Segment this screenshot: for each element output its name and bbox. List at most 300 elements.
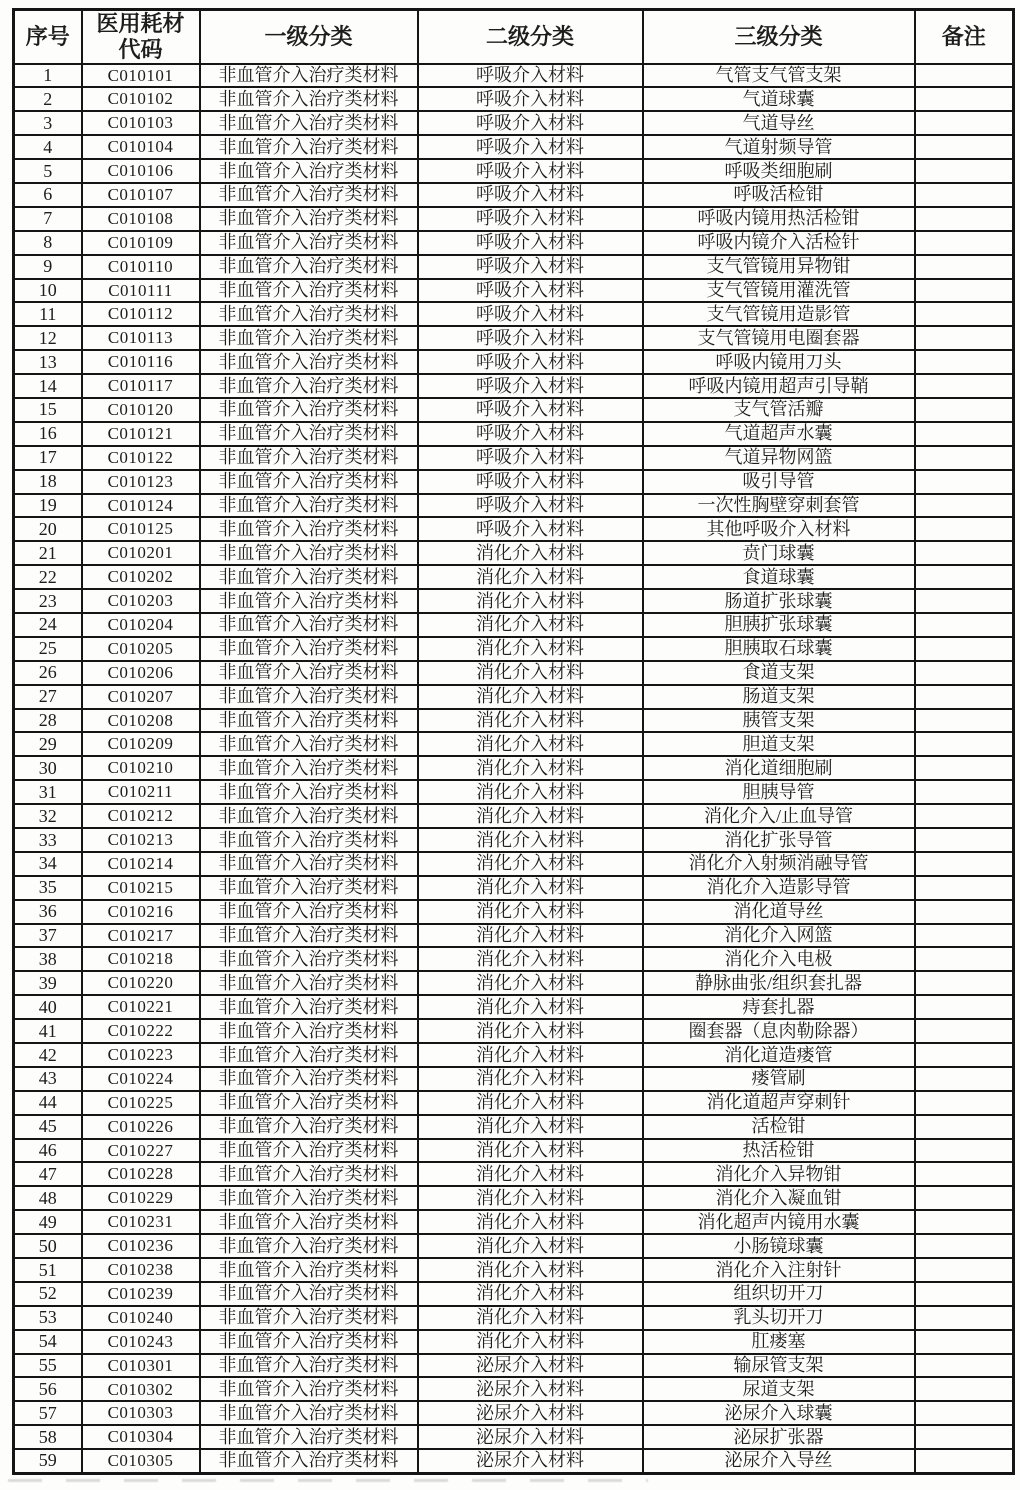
cell-level2: 消化介入材料 — [418, 732, 643, 756]
cell-level2: 泌尿介入材料 — [418, 1449, 643, 1473]
table-row — [14, 1043, 1014, 1067]
cell-index: 53 — [14, 1306, 82, 1330]
cell-remark — [915, 159, 1014, 183]
table-row — [14, 1162, 1014, 1186]
cell-remark — [915, 589, 1014, 613]
table-row — [14, 804, 1014, 828]
cell-level2: 消化介入材料 — [418, 947, 643, 971]
table-row — [14, 756, 1014, 780]
cell-level1: 非血管介入治疗类材料 — [200, 1210, 418, 1234]
cell-code: C010240 — [82, 1306, 200, 1330]
cell-level3: 输尿管支架 — [643, 1354, 915, 1378]
cell-level2: 消化介入材料 — [418, 1306, 643, 1330]
cell-level1: 非血管介入治疗类材料 — [200, 350, 418, 374]
cell-index: 12 — [14, 326, 82, 350]
table-row — [14, 732, 1014, 756]
cell-remark — [915, 231, 1014, 255]
table-row — [14, 995, 1014, 1019]
cell-code: C010120 — [82, 398, 200, 422]
cell-level1: 非血管介入治疗类材料 — [200, 422, 418, 446]
cell-code: C010116 — [82, 350, 200, 374]
table-row — [14, 1306, 1014, 1330]
table-row — [14, 87, 1014, 111]
cell-level2: 消化介入材料 — [418, 685, 643, 709]
cell-level3: 胆胰取石球囊 — [643, 637, 915, 661]
cell-level1: 非血管介入治疗类材料 — [200, 135, 418, 159]
table-row — [14, 1139, 1014, 1163]
table-row — [14, 1449, 1014, 1473]
cell-remark — [915, 207, 1014, 231]
table-row — [14, 1425, 1014, 1449]
cell-index: 2 — [14, 87, 82, 111]
cell-index: 55 — [14, 1354, 82, 1378]
cell-remark — [915, 1330, 1014, 1354]
table-row — [14, 183, 1014, 207]
table-row — [14, 231, 1014, 255]
cell-level3: 尿道支架 — [643, 1377, 915, 1401]
cell-level1: 非血管介入治疗类材料 — [200, 637, 418, 661]
cell-level2: 消化介入材料 — [418, 541, 643, 565]
cell-level3: 呼吸内镜用刀头 — [643, 350, 915, 374]
cell-level2: 呼吸介入材料 — [418, 183, 643, 207]
cell-level2: 消化介入材料 — [418, 661, 643, 685]
header-level1: 一级分类 — [200, 10, 418, 64]
table-row — [14, 207, 1014, 231]
table-row — [14, 494, 1014, 518]
cell-index: 56 — [14, 1377, 82, 1401]
cell-remark — [915, 1139, 1014, 1163]
cell-index: 36 — [14, 900, 82, 924]
cell-level2: 消化介入材料 — [418, 1186, 643, 1210]
cell-code: C010218 — [82, 947, 200, 971]
cell-remark — [915, 470, 1014, 494]
cell-remark — [915, 135, 1014, 159]
cell-level2: 消化介入材料 — [418, 1019, 643, 1043]
cell-level1: 非血管介入治疗类材料 — [200, 947, 418, 971]
cell-level2: 呼吸介入材料 — [418, 159, 643, 183]
cell-remark — [915, 661, 1014, 685]
cell-level2: 呼吸介入材料 — [418, 64, 643, 88]
cell-remark — [915, 326, 1014, 350]
table-row — [14, 302, 1014, 326]
cell-level1: 非血管介入治疗类材料 — [200, 1401, 418, 1425]
cell-level3: 消化超声内镜用水囊 — [643, 1210, 915, 1234]
cell-index: 16 — [14, 422, 82, 446]
cell-index: 21 — [14, 541, 82, 565]
cell-level1: 非血管介入治疗类材料 — [200, 876, 418, 900]
cell-remark — [915, 1067, 1014, 1091]
cell-level1: 非血管介入治疗类材料 — [200, 709, 418, 733]
cell-code: C010239 — [82, 1282, 200, 1306]
cell-level2: 消化介入材料 — [418, 804, 643, 828]
table-row — [14, 709, 1014, 733]
cell-level3: 食道球囊 — [643, 565, 915, 589]
cell-level3: 痔套扎器 — [643, 995, 915, 1019]
cell-level2: 消化介入材料 — [418, 709, 643, 733]
cell-level1: 非血管介入治疗类材料 — [200, 183, 418, 207]
cell-index: 41 — [14, 1019, 82, 1043]
cell-level2: 呼吸介入材料 — [418, 326, 643, 350]
cell-code: C010217 — [82, 924, 200, 948]
cell-code: C010203 — [82, 589, 200, 613]
table-row — [14, 1091, 1014, 1115]
cell-level1: 非血管介入治疗类材料 — [200, 780, 418, 804]
cell-remark — [915, 637, 1014, 661]
cell-index: 57 — [14, 1401, 82, 1425]
cell-remark — [915, 374, 1014, 398]
cell-remark — [915, 1186, 1014, 1210]
cell-level1: 非血管介入治疗类材料 — [200, 255, 418, 279]
cell-index: 31 — [14, 780, 82, 804]
cell-index: 34 — [14, 852, 82, 876]
cell-level3: 消化介入射频消融导管 — [643, 852, 915, 876]
cell-index: 44 — [14, 1091, 82, 1115]
cell-remark — [915, 1019, 1014, 1043]
cell-index: 1 — [14, 64, 82, 88]
cell-level2: 呼吸介入材料 — [418, 207, 643, 231]
cell-level1: 非血管介入治疗类材料 — [200, 1377, 418, 1401]
cell-level3: 肛瘘塞 — [643, 1330, 915, 1354]
cell-remark — [915, 398, 1014, 422]
cell-remark — [915, 350, 1014, 374]
cell-level1: 非血管介入治疗类材料 — [200, 279, 418, 303]
table-row — [14, 565, 1014, 589]
cell-level3: 气道异物网篮 — [643, 446, 915, 470]
cell-level2: 消化介入材料 — [418, 900, 643, 924]
cell-code: C010101 — [82, 64, 200, 88]
cell-index: 10 — [14, 279, 82, 303]
cell-level3: 支气管镜用电圈套器 — [643, 326, 915, 350]
cell-remark — [915, 183, 1014, 207]
cell-index: 39 — [14, 971, 82, 995]
cell-index: 30 — [14, 756, 82, 780]
cell-remark — [915, 804, 1014, 828]
cell-remark — [915, 1425, 1014, 1449]
cell-remark — [915, 1234, 1014, 1258]
table-row — [14, 398, 1014, 422]
cell-level3: 泌尿介入导丝 — [643, 1449, 915, 1473]
cell-index: 20 — [14, 517, 82, 541]
cell-index: 48 — [14, 1186, 82, 1210]
cell-level3: 支气管镜用异物钳 — [643, 255, 915, 279]
cell-level2: 消化介入材料 — [418, 589, 643, 613]
cell-index: 28 — [14, 709, 82, 733]
cell-level3: 支气管镜用灌洗管 — [643, 279, 915, 303]
cell-code: C010104 — [82, 135, 200, 159]
cell-remark — [915, 876, 1014, 900]
cell-level3: 肠道扩张球囊 — [643, 589, 915, 613]
cell-index: 11 — [14, 302, 82, 326]
cell-index: 22 — [14, 565, 82, 589]
cell-level2: 呼吸介入材料 — [418, 231, 643, 255]
cell-level1: 非血管介入治疗类材料 — [200, 732, 418, 756]
cell-level1: 非血管介入治疗类材料 — [200, 111, 418, 135]
cell-level2: 消化介入材料 — [418, 1210, 643, 1234]
cell-level2: 消化介入材料 — [418, 828, 643, 852]
cell-level1: 非血管介入治疗类材料 — [200, 541, 418, 565]
cell-level2: 消化介入材料 — [418, 565, 643, 589]
cell-level2: 呼吸介入材料 — [418, 470, 643, 494]
cell-level3: 一次性胸壁穿刺套管 — [643, 494, 915, 518]
cell-level1: 非血管介入治疗类材料 — [200, 804, 418, 828]
cell-code: C010124 — [82, 494, 200, 518]
cell-remark — [915, 1282, 1014, 1306]
cell-level2: 消化介入材料 — [418, 995, 643, 1019]
cell-level1: 非血管介入治疗类材料 — [200, 613, 418, 637]
table-row — [14, 159, 1014, 183]
cell-remark — [915, 541, 1014, 565]
cell-index: 43 — [14, 1067, 82, 1091]
cell-level3: 组织切开刀 — [643, 1282, 915, 1306]
cell-code: C010225 — [82, 1091, 200, 1115]
cell-index: 58 — [14, 1425, 82, 1449]
cell-index: 45 — [14, 1115, 82, 1139]
header-code: 医用耗材代码 — [82, 10, 200, 64]
cell-level3: 静脉曲张/组织套扎器 — [643, 971, 915, 995]
medical-consumables-classification-table — [12, 8, 1015, 1475]
cell-level3: 胆道支架 — [643, 732, 915, 756]
table-row — [14, 111, 1014, 135]
cell-level1: 非血管介入治疗类材料 — [200, 828, 418, 852]
cell-code: C010226 — [82, 1115, 200, 1139]
cell-level1: 非血管介入治疗类材料 — [200, 1162, 418, 1186]
table-row — [14, 422, 1014, 446]
cell-level1: 非血管介入治疗类材料 — [200, 1019, 418, 1043]
cell-remark — [915, 565, 1014, 589]
cell-remark — [915, 1091, 1014, 1115]
cell-code: C010121 — [82, 422, 200, 446]
cell-remark — [915, 422, 1014, 446]
cell-code: C010303 — [82, 1401, 200, 1425]
cell-code: C010213 — [82, 828, 200, 852]
cell-code: C010214 — [82, 852, 200, 876]
cell-remark — [915, 517, 1014, 541]
cell-level1: 非血管介入治疗类材料 — [200, 494, 418, 518]
cell-index: 4 — [14, 135, 82, 159]
cell-level1: 非血管介入治疗类材料 — [200, 64, 418, 88]
cell-index: 46 — [14, 1139, 82, 1163]
cell-remark — [915, 828, 1014, 852]
cell-level3: 气道射频导管 — [643, 135, 915, 159]
table-row — [14, 326, 1014, 350]
cell-level2: 呼吸介入材料 — [418, 279, 643, 303]
cell-level2: 消化介入材料 — [418, 1115, 643, 1139]
cell-level1: 非血管介入治疗类材料 — [200, 589, 418, 613]
cell-level1: 非血管介入治疗类材料 — [200, 924, 418, 948]
cell-level3: 消化道造瘘管 — [643, 1043, 915, 1067]
cell-index: 26 — [14, 661, 82, 685]
cell-remark — [915, 87, 1014, 111]
table-row — [14, 780, 1014, 804]
cell-code: C010228 — [82, 1162, 200, 1186]
cell-code: C010207 — [82, 685, 200, 709]
cell-level1: 非血管介入治疗类材料 — [200, 517, 418, 541]
cell-code: C010106 — [82, 159, 200, 183]
table-row — [14, 661, 1014, 685]
cell-code: C010221 — [82, 995, 200, 1019]
cell-index: 49 — [14, 1210, 82, 1234]
cell-level1: 非血管介入治疗类材料 — [200, 685, 418, 709]
cell-code: C010212 — [82, 804, 200, 828]
table-row — [14, 470, 1014, 494]
cell-level3: 胰管支架 — [643, 709, 915, 733]
table-row — [14, 517, 1014, 541]
cell-level3: 肠道支架 — [643, 685, 915, 709]
cell-index: 5 — [14, 159, 82, 183]
cell-code: C010204 — [82, 613, 200, 637]
table-row — [14, 1330, 1014, 1354]
cell-code: C010215 — [82, 876, 200, 900]
cell-code: C010301 — [82, 1354, 200, 1378]
cell-remark — [915, 1401, 1014, 1425]
table-row — [14, 1258, 1014, 1282]
cell-level3: 呼吸活检钳 — [643, 183, 915, 207]
cell-index: 23 — [14, 589, 82, 613]
cell-level3: 圈套器（息肉勒除器） — [643, 1019, 915, 1043]
cell-remark — [915, 780, 1014, 804]
cell-code: C010305 — [82, 1449, 200, 1473]
table-row — [14, 135, 1014, 159]
cell-level3: 消化介入网篮 — [643, 924, 915, 948]
table-body — [14, 64, 1014, 1474]
cell-index: 33 — [14, 828, 82, 852]
cell-level2: 消化介入材料 — [418, 924, 643, 948]
cell-code: C010216 — [82, 900, 200, 924]
cell-code: C010108 — [82, 207, 200, 231]
cell-level2: 消化介入材料 — [418, 876, 643, 900]
cell-level1: 非血管介入治疗类材料 — [200, 1330, 418, 1354]
cell-level1: 非血管介入治疗类材料 — [200, 1306, 418, 1330]
cell-code: C010229 — [82, 1186, 200, 1210]
cell-remark — [915, 1115, 1014, 1139]
cell-remark — [915, 852, 1014, 876]
cell-level3: 支气管镜用造影管 — [643, 302, 915, 326]
cell-level3: 瘘管刷 — [643, 1067, 915, 1091]
cell-index: 13 — [14, 350, 82, 374]
cell-code: C010206 — [82, 661, 200, 685]
cell-index: 3 — [14, 111, 82, 135]
cell-level2: 呼吸介入材料 — [418, 302, 643, 326]
cell-level1: 非血管介入治疗类材料 — [200, 159, 418, 183]
cell-remark — [915, 1043, 1014, 1067]
table-row — [14, 971, 1014, 995]
cell-level2: 消化介入材料 — [418, 1162, 643, 1186]
cell-remark — [915, 279, 1014, 303]
cell-index: 37 — [14, 924, 82, 948]
cell-level2: 呼吸介入材料 — [418, 135, 643, 159]
cell-code: C010210 — [82, 756, 200, 780]
cell-code: C010231 — [82, 1210, 200, 1234]
table-header — [14, 10, 1014, 64]
cell-level1: 非血管介入治疗类材料 — [200, 446, 418, 470]
cell-level3: 消化介入凝血钳 — [643, 1186, 915, 1210]
cell-code: C010302 — [82, 1377, 200, 1401]
cell-level2: 消化介入材料 — [418, 637, 643, 661]
cell-level1: 非血管介入治疗类材料 — [200, 207, 418, 231]
cell-level3: 贲门球囊 — [643, 541, 915, 565]
cell-level3: 呼吸内镜用热活检钳 — [643, 207, 915, 231]
table-row — [14, 589, 1014, 613]
cell-index: 47 — [14, 1162, 82, 1186]
cell-remark — [915, 1210, 1014, 1234]
cell-level2: 呼吸介入材料 — [418, 446, 643, 470]
cell-remark — [915, 446, 1014, 470]
cell-code: C010125 — [82, 517, 200, 541]
cell-level1: 非血管介入治疗类材料 — [200, 1115, 418, 1139]
cell-code: C010205 — [82, 637, 200, 661]
cell-level1: 非血管介入治疗类材料 — [200, 398, 418, 422]
cell-remark — [915, 255, 1014, 279]
cell-code: C010238 — [82, 1258, 200, 1282]
cell-level1: 非血管介入治疗类材料 — [200, 1425, 418, 1449]
cell-level3: 消化介入电极 — [643, 947, 915, 971]
cell-level2: 消化介入材料 — [418, 1330, 643, 1354]
cell-level3: 气道球囊 — [643, 87, 915, 111]
cell-index: 15 — [14, 398, 82, 422]
table-row — [14, 852, 1014, 876]
cell-code: C010112 — [82, 302, 200, 326]
cell-remark — [915, 613, 1014, 637]
cell-level1: 非血管介入治疗类材料 — [200, 326, 418, 350]
table-row — [14, 900, 1014, 924]
cell-code: C010243 — [82, 1330, 200, 1354]
cell-code: C010236 — [82, 1234, 200, 1258]
cell-remark — [915, 924, 1014, 948]
cell-code: C010103 — [82, 111, 200, 135]
table-row — [14, 1234, 1014, 1258]
cell-code: C010111 — [82, 279, 200, 303]
cell-level2: 泌尿介入材料 — [418, 1425, 643, 1449]
cell-level3: 消化道细胞刷 — [643, 756, 915, 780]
cell-remark — [915, 947, 1014, 971]
cell-level1: 非血管介入治疗类材料 — [200, 1354, 418, 1378]
header-remark: 备注 — [915, 10, 1014, 64]
cell-level3: 小肠镜球囊 — [643, 1234, 915, 1258]
cell-remark — [915, 1258, 1014, 1282]
cell-level1: 非血管介入治疗类材料 — [200, 756, 418, 780]
cell-level3: 消化介入/止血导管 — [643, 804, 915, 828]
cell-code: C010211 — [82, 780, 200, 804]
table-row — [14, 255, 1014, 279]
scan-artifact-line — [8, 1479, 648, 1482]
cell-remark — [915, 971, 1014, 995]
cell-level2: 消化介入材料 — [418, 1067, 643, 1091]
cell-index: 14 — [14, 374, 82, 398]
cell-level3: 呼吸类细胞刷 — [643, 159, 915, 183]
header-index: 序号 — [14, 10, 82, 64]
cell-index: 18 — [14, 470, 82, 494]
cell-remark — [915, 709, 1014, 733]
cell-code: C010107 — [82, 183, 200, 207]
table-row — [14, 64, 1014, 88]
cell-level3: 泌尿介入球囊 — [643, 1401, 915, 1425]
cell-index: 25 — [14, 637, 82, 661]
cell-level3: 消化介入造影导管 — [643, 876, 915, 900]
cell-index: 32 — [14, 804, 82, 828]
cell-level1: 非血管介入治疗类材料 — [200, 1139, 418, 1163]
cell-level2: 消化介入材料 — [418, 1043, 643, 1067]
cell-remark — [915, 64, 1014, 88]
cell-level1: 非血管介入治疗类材料 — [200, 374, 418, 398]
cell-level3: 气道超声水囊 — [643, 422, 915, 446]
cell-index: 6 — [14, 183, 82, 207]
cell-code: C010209 — [82, 732, 200, 756]
cell-level3: 气道导丝 — [643, 111, 915, 135]
cell-index: 35 — [14, 876, 82, 900]
table-row — [14, 541, 1014, 565]
cell-level1: 非血管介入治疗类材料 — [200, 302, 418, 326]
cell-level1: 非血管介入治疗类材料 — [200, 470, 418, 494]
